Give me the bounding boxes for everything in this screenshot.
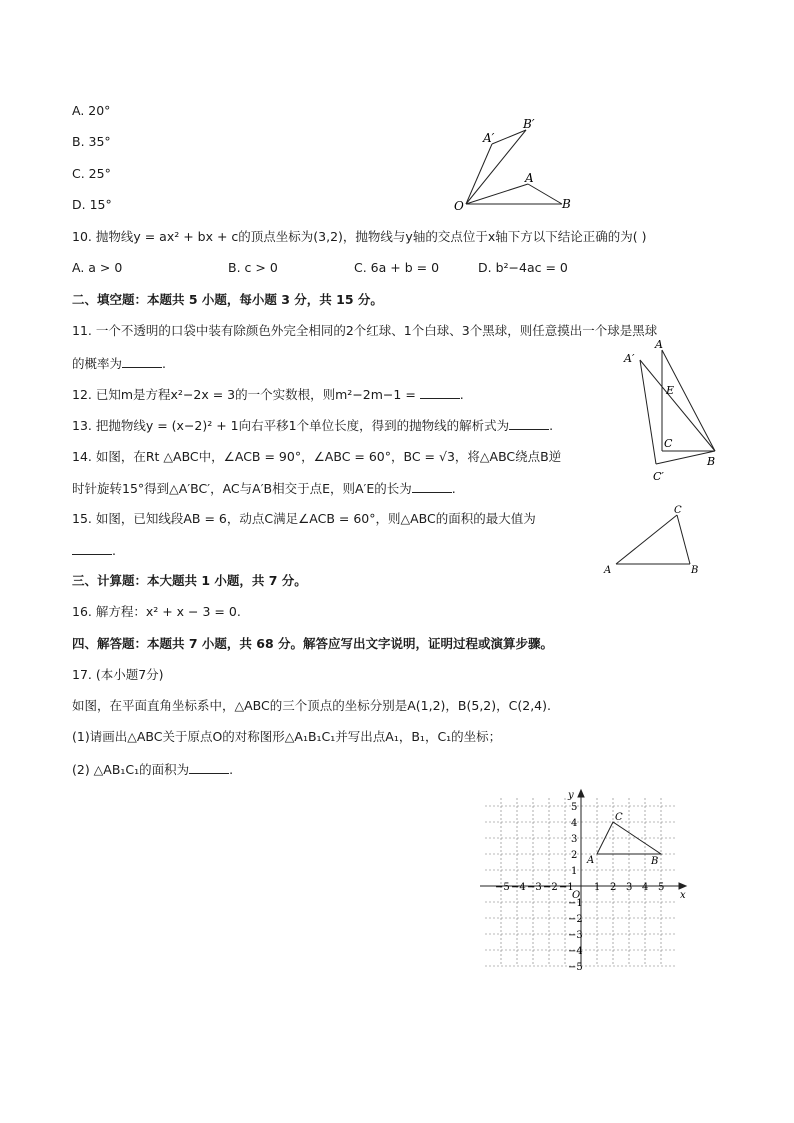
q14-figure <box>616 336 726 486</box>
label-b: B <box>691 565 699 576</box>
q17-header: 17. (本小题7分) <box>72 667 164 682</box>
y-tick-label: 3 <box>571 834 578 845</box>
q14-answer-blank <box>412 480 452 493</box>
q15-answer-blank <box>72 542 112 555</box>
section-4-heading: 四、解答题：本题共 7 小题，共 68 分。解答应写出文字说明，证明过程或演算步骤。 <box>72 636 554 651</box>
label-a: A <box>525 171 534 185</box>
q9-figure <box>450 112 590 216</box>
x-tick-label: 2 <box>610 882 617 893</box>
label-e: E <box>666 384 675 397</box>
y-tick-label: −2 <box>568 914 583 925</box>
q17-part2 <box>72 761 233 778</box>
y-tick-label: −3 <box>568 930 583 941</box>
q10-option-a: A. a > 0 <box>72 260 123 275</box>
y-tick-label: −4 <box>568 946 583 957</box>
q15-period: . <box>112 543 116 558</box>
q17-part2-text: (2) △AB₁C₁的面积为 <box>72 762 190 777</box>
y-tick-label: −5 <box>568 962 583 970</box>
label-c-prime: C′ <box>653 470 664 483</box>
x-tick-label: 3 <box>626 882 633 893</box>
segment-ab <box>528 184 562 204</box>
segment-a-prime-b <box>640 360 715 451</box>
q11-line2-text: 的概率为 <box>72 356 123 371</box>
label-o: O <box>454 199 464 213</box>
section-3-heading: 三、计算题：本大题共 1 小题，共 7 分。 <box>72 573 307 588</box>
q9-option-b: B. 35° <box>72 134 111 149</box>
q15-line1: 15. 如图，已知线段AB = 6，动点C满足∠ACB = 60°，则△ABC的面积的最大值为 <box>72 511 536 526</box>
label-a-prime: A′ <box>483 131 495 145</box>
y-tick-label: 5 <box>571 802 578 813</box>
x-tick-label: 4 <box>642 882 649 893</box>
q17-period: . <box>229 762 234 777</box>
x-tick-label: 5 <box>658 882 665 893</box>
q13 <box>72 417 553 434</box>
q12-period: . <box>459 387 464 402</box>
label-origin: O <box>572 890 581 901</box>
q11-line2: 的概率为 . <box>72 356 166 371</box>
x-tick-label: 1 <box>594 882 601 893</box>
q17-coordinate-grid <box>476 788 696 970</box>
label-a: A <box>655 338 663 351</box>
q13-answer-blank <box>509 417 549 430</box>
label-a: A <box>587 855 595 866</box>
label-b: B <box>707 455 716 468</box>
q14-line2-text: 时针旋转15°得到△A′BC′，AC与A′B相交于点E，则A′E的长为 <box>72 481 412 496</box>
label-c: C <box>615 812 623 823</box>
y-tick-label: 1 <box>571 866 578 877</box>
q12 <box>72 386 464 403</box>
y-tick-label: −1 <box>568 898 583 909</box>
q16: 16. 解方程：x² + x − 3 = 0. <box>72 604 241 619</box>
q17-text: 如图，在平面直角坐标系中，△ABC的三个顶点的坐标分别是A(1,2)，B(5,2)，C(2,4). <box>72 698 551 713</box>
section-2-heading: 二、填空题：本题共 5 小题，每小题 3 分，共 15 分。 <box>72 292 383 307</box>
x-tick-label: −5 <box>495 882 510 893</box>
segment-oa <box>466 184 528 204</box>
q15-figure <box>598 503 708 577</box>
x-axis-arrow <box>679 883 686 889</box>
segment-oa-prime <box>466 144 492 204</box>
y-tick-label: 4 <box>571 818 578 829</box>
q9-option-c: C. 25° <box>72 166 111 181</box>
q11-line1: 11. 一个不透明的口袋中装有除颜色外完全相同的2个红球、1个白球、3个黑球，则任意摸出一个球是黑球 <box>72 323 658 338</box>
segment-ab <box>662 350 715 451</box>
q15-line2 <box>72 542 116 559</box>
label-b: B <box>562 197 571 211</box>
label-b-prime: B′ <box>523 117 535 131</box>
segment-ob-prime <box>466 130 526 204</box>
q17-answer-blank <box>189 761 229 774</box>
x-tick-label: −1 <box>559 882 574 893</box>
q12-answer-blank <box>420 386 460 399</box>
label-y-axis: y <box>568 790 574 801</box>
q17-part1: (1)请画出△ABC关于原点O的对称图形△A₁B₁C₁并写出点A₁，B₁，C₁的坐标； <box>72 729 502 744</box>
q10-option-b: B. c > 0 <box>228 260 278 275</box>
label-a-prime: A′ <box>624 352 635 365</box>
label-c: C <box>664 437 673 450</box>
y-tick-label: 2 <box>571 850 578 861</box>
segment-a-prime-c-prime <box>640 360 656 464</box>
q13-period: . <box>549 418 554 433</box>
q9-option-d: D. 15° <box>72 197 112 212</box>
q14-period: . <box>451 481 456 496</box>
q10-stem: 10. 抛物线y = ax² + bx + c的顶点坐标为(3,2)，抛物线与y轴的交点位于x轴下方以下结论正确的为( ) <box>72 229 647 244</box>
x-tick-label: −4 <box>511 882 526 893</box>
q14-line1: 14. 如图，在Rt △ABC中，∠ACB = 90°，∠ABC = 60°，BC = √3，将△ABC绕点B逆 <box>72 449 562 464</box>
segment-cb <box>677 515 690 564</box>
q10-option-d: D. b²−4ac = 0 <box>478 260 568 275</box>
x-tick-label: −2 <box>543 882 558 893</box>
y-axis-arrow <box>578 790 584 797</box>
q12-text: 12. 已知m是方程x²−2x = 3的一个实数根，则m²−2m−1 = <box>72 387 416 402</box>
q13-text: 13. 把抛物线y = (x−2)² + 1向右平移1个单位长度，得到的抛物线的解析式为 <box>72 418 510 433</box>
x-tick-label: −3 <box>527 882 542 893</box>
label-a: A <box>604 565 612 576</box>
segment-ac <box>616 515 677 564</box>
q11-answer-blank <box>122 355 162 368</box>
q14-line2 <box>72 480 456 497</box>
q10-option-c: C. 6a + b = 0 <box>354 260 440 275</box>
label-b: B <box>651 856 659 867</box>
label-c: C <box>674 505 682 516</box>
label-x-axis: x <box>680 890 686 901</box>
q9-option-a: A. 20° <box>72 103 111 118</box>
